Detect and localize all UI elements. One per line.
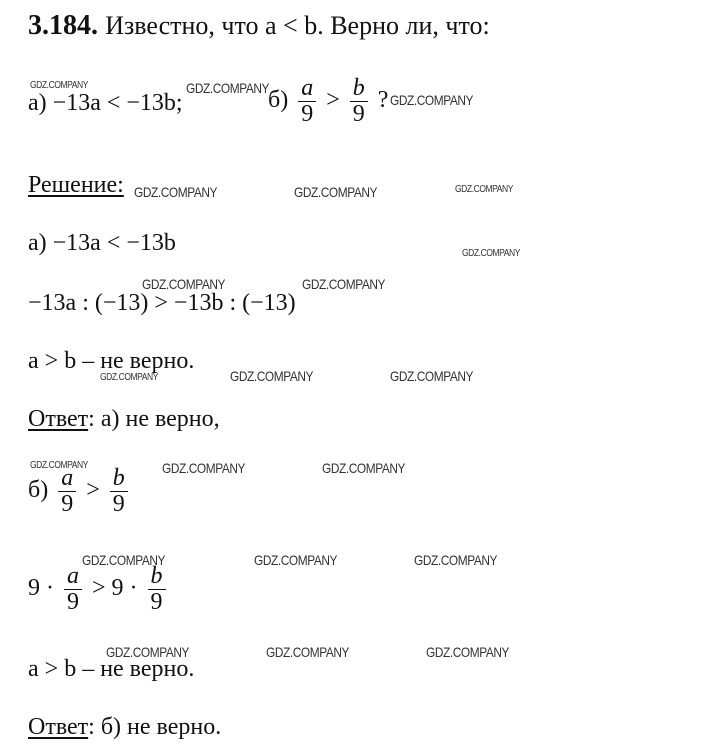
watermark: GDZ.COMPANY xyxy=(142,276,226,292)
watermark: GDZ.COMPANY xyxy=(82,552,166,568)
solution-b-label: б) xyxy=(28,477,49,504)
solution-b-line3: a > b – не верно. xyxy=(28,656,195,682)
watermark: GDZ.COMPANY xyxy=(322,460,406,476)
solution-a-line3: a > b – не верно. xyxy=(28,348,195,374)
solution-b-fraction-a xyxy=(58,466,76,517)
watermark: GDZ.COMPANY xyxy=(186,80,270,96)
part-b-question-mark: ? xyxy=(377,87,389,114)
watermark: GDZ.COMPANY xyxy=(30,80,88,91)
watermark: GDZ.COMPANY xyxy=(254,552,338,568)
watermark: GDZ.COMPANY xyxy=(462,248,520,259)
answer-b-label: Ответ xyxy=(28,714,89,740)
part-a-label: а) xyxy=(28,90,47,116)
answer-b xyxy=(28,714,221,741)
watermark: GDZ.COMPANY xyxy=(414,552,498,568)
part-b-label: б) xyxy=(268,87,289,114)
fraction-numerator: b xyxy=(350,76,368,102)
part-b-operator: > xyxy=(326,87,340,114)
fraction-numerator: b xyxy=(148,564,166,590)
solution-b2-fraction-a xyxy=(64,564,82,615)
problem-statement: Известно, что a < b. Верно ли, что: xyxy=(105,11,490,40)
fraction-numerator: b xyxy=(110,466,128,492)
watermark: GDZ.COMPANY xyxy=(134,184,218,200)
solution-b-fraction-b xyxy=(110,466,128,517)
multiplier-left: 9 · xyxy=(28,575,54,602)
solution-b2-fraction-b xyxy=(148,564,166,615)
solution-a-line1: а) −13a < −13b xyxy=(28,230,176,256)
problem-part-b xyxy=(268,76,388,127)
fraction-denominator: 9 xyxy=(67,589,79,616)
fraction-numerator: a xyxy=(298,76,316,102)
solution-a-line2: −13a : (−13) > −13b : (−13) xyxy=(28,290,296,316)
problem-part-a xyxy=(28,90,183,117)
fraction-denominator: 9 xyxy=(301,101,314,128)
part-a-expression: −13a < −13b; xyxy=(52,90,183,116)
fraction-denominator: 9 xyxy=(112,491,125,518)
watermark: GDZ.COMPANY xyxy=(426,644,510,660)
watermark: GDZ.COMPANY xyxy=(390,368,474,384)
answer-a-text: : а) не верно, xyxy=(88,406,220,432)
watermark: GDZ.COMPANY xyxy=(266,644,350,660)
solution-b-line2 xyxy=(28,564,170,615)
answer-b-text: : б) не верно. xyxy=(88,714,222,740)
solution-heading-text: Решение: xyxy=(28,172,124,198)
fraction-denominator: 9 xyxy=(352,101,365,128)
watermark: GDZ.COMPANY xyxy=(162,460,246,476)
solution-heading xyxy=(28,172,124,199)
watermark: GDZ.COMPANY xyxy=(390,92,474,108)
part-b-fraction-a xyxy=(298,76,316,127)
watermark: GDZ.COMPANY xyxy=(294,184,378,200)
solution-b-line1 xyxy=(28,466,132,517)
answer-a-label: Ответ xyxy=(28,406,89,432)
watermark: GDZ.COMPANY xyxy=(230,368,314,384)
problem-number: 3.184. xyxy=(28,10,98,41)
solution-b-operator: > xyxy=(86,477,100,504)
problem-title xyxy=(28,10,490,42)
part-b-fraction-b xyxy=(350,76,368,127)
answer-a xyxy=(28,406,220,433)
watermark: GDZ.COMPANY xyxy=(100,372,158,383)
watermark: GDZ.COMPANY xyxy=(455,184,513,195)
fraction-denominator: 9 xyxy=(61,491,74,518)
watermark: GDZ.COMPANY xyxy=(30,460,88,471)
watermark: GDZ.COMPANY xyxy=(106,644,190,660)
fraction-numerator: a xyxy=(64,564,82,590)
watermark: GDZ.COMPANY xyxy=(302,276,386,292)
fraction-numerator: a xyxy=(58,466,76,492)
multiplier-operator: > 9 · xyxy=(92,575,138,602)
fraction-denominator: 9 xyxy=(150,589,163,616)
